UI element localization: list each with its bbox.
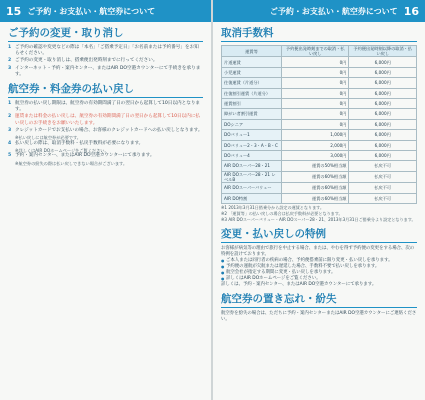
fare-type-cell: 片道運賃	[222, 57, 282, 67]
list-item: 3 クレジットカードでお支払いの場合、お客様のクレジットカードへの払い戻しとなります。	[8, 127, 203, 133]
before-departure-fee-cell: 0円	[281, 88, 349, 98]
before-departure-fee-cell: 0円	[281, 109, 349, 119]
numbered-list	[8, 153, 203, 159]
list-item: ● 航空会社が指定する期間に変更・払い戻しを承ります。	[221, 270, 417, 276]
list-item: ● ご本人または同行者の疾病の場合、予約便搭乗前に限り変更・払い戻しを承ります。	[221, 258, 417, 264]
fare-type-cell: 運賃割引	[222, 98, 282, 108]
before-departure-fee-cell: 2,000円	[281, 140, 349, 150]
fare-type-cell: DOバリュー4	[222, 150, 282, 160]
note: ※航空券の紛失の際は払い戻しできない場合がございます。	[15, 160, 128, 166]
after-departure-fee-cell: 6,000円	[349, 67, 417, 77]
section-booking-change	[0, 27, 211, 78]
after-departure-fee-cell: 6,000円	[349, 140, 417, 150]
table-row	[222, 119, 417, 129]
before-departure-fee-cell: 0円	[281, 98, 349, 108]
table-note: ※1 2013年3月31日搭乗分から設定の運賃となります。	[221, 204, 325, 210]
after-departure-fee-cell: 6,000円	[349, 78, 417, 88]
fare-type-cell: 小児運賃	[222, 67, 282, 77]
header-title: ご予約・お支払い・航空券について	[269, 6, 398, 16]
column-header: 運賃等	[222, 46, 282, 57]
after-departure-fee-cell: 払戻不可	[349, 193, 417, 203]
after-departure-fee-cell: 6,000円	[349, 98, 417, 108]
table-row	[222, 171, 417, 182]
before-departure-fee-cell: 3,000円	[281, 150, 349, 160]
fare-type-cell: DOシニア	[222, 119, 282, 129]
table-note: ※2 「運賃等」の払い戻しの場合は払戻手数料が必要となります。	[221, 211, 343, 217]
intro-text: お客様が病気等の理由で旅行を中止する場合、または、やむを得ず予約便の変更をする場合、次の特例を設けております。	[221, 245, 415, 257]
before-departure-fee-cell: 0円	[281, 67, 349, 77]
fare-type-cell: 障がい者割引運賃	[222, 109, 282, 119]
before-departure-fee-cell: 運賃の60%相当額	[281, 183, 349, 193]
fee-table	[221, 45, 417, 204]
section-title: ご予約の変更・取り消し	[8, 27, 203, 42]
after-departure-fee-cell: 払戻不可	[349, 183, 417, 193]
before-departure-fee-cell: 運賃の60%相当額	[281, 193, 349, 203]
fare-type-cell: DOバリュー2・3・A・B・C	[222, 140, 282, 150]
table-row	[222, 57, 417, 67]
right-page	[213, 0, 425, 400]
column-header: 予約便出発時刻以降の取消・払い戻し	[349, 46, 417, 57]
footer-text: 詳しくは、予約・案内センター、またはAIR DO空港カウンターにて承ります。	[221, 281, 377, 287]
fare-type-cell: AIR DO特割	[222, 193, 282, 203]
bullet-list	[221, 258, 417, 282]
section-cancel-fees	[213, 27, 425, 223]
after-departure-fee-cell: 6,000円	[349, 130, 417, 140]
left-page	[0, 0, 212, 400]
after-departure-fee-cell: 6,000円	[349, 57, 417, 67]
after-departure-fee-cell: 6,000円	[349, 119, 417, 129]
page-number: 15	[6, 4, 22, 18]
section-title: 航空券・料金券の払い戻し	[8, 83, 203, 98]
after-departure-fee-cell: 6,000円	[349, 109, 417, 119]
table-row	[222, 161, 417, 171]
list-item: ● 予約便の運航が欠航または遅延した場合、手数料不要で払い戻しを承ります。	[221, 264, 417, 270]
numbered-list	[8, 45, 203, 78]
header-title: ご予約・お支払い・航空券について	[27, 6, 156, 16]
column-header: 予約便出発時刻までの取消・払い戻し	[281, 46, 349, 57]
list-item: 1 航空券の払い戻し期限は、航空券の有効期間満了日の翌日から起算して10日以内となります。	[8, 101, 201, 113]
section-title: 取消手数料	[221, 27, 417, 42]
table-row	[222, 150, 417, 160]
table-row	[222, 98, 417, 108]
before-departure-fee-cell: 運賃の60%相当額	[281, 171, 349, 182]
lost-text: 航空券を紛失の場合は、ただちに予約・案内センターまたはAIR DO空港カウンターにご連絡ください。	[221, 310, 417, 322]
table-row	[222, 88, 417, 98]
fare-type-cell: 往復運賃（片道分）	[222, 78, 282, 88]
page-number: 16	[403, 4, 419, 18]
section-lost-ticket	[213, 293, 425, 323]
table-row	[222, 193, 417, 203]
list-item: 3 インターネット・予約・案内センター、またはAIR DO空港カウンターにて手続きを承ります。	[8, 65, 201, 77]
before-departure-fee-cell: 運賃の50%相当額	[281, 161, 349, 171]
before-departure-fee-cell: 0円	[281, 57, 349, 67]
list-item: ● 詳しくはAIR DOホームページをご覧ください。	[221, 276, 417, 282]
fare-type-cell: AIR DOスーパー28・21	[222, 161, 282, 171]
list-item: 2 ご予約の変更・取り消しは、搭乗便出発時刻までに行ってください。	[8, 58, 158, 64]
table-row	[222, 78, 417, 88]
table-row	[222, 130, 417, 140]
after-departure-fee-cell: 6,000円	[349, 150, 417, 160]
fare-type-cell: AIR DOスーパーバリュー	[222, 183, 282, 193]
numbered-list	[8, 141, 203, 147]
numbered-list	[8, 101, 203, 134]
table-row	[222, 183, 417, 193]
left-header-banner	[0, 0, 211, 22]
right-header-banner	[213, 0, 425, 22]
before-departure-fee-cell: 1,000円	[281, 130, 349, 140]
before-departure-fee-cell: 0円	[281, 119, 349, 129]
section-refund	[0, 83, 211, 166]
fare-type-cell: DOバリュー1	[222, 130, 282, 140]
fare-type-cell: AIR DOスーパー28・21 レベルB	[222, 171, 282, 182]
table-row	[222, 140, 417, 150]
list-item: 4 払い戻しの際は、取消手数料・払戻手数料が必要になります。	[8, 140, 144, 146]
fee-table-body	[222, 57, 417, 203]
after-departure-fee-cell: 6,000円	[349, 88, 417, 98]
before-departure-fee-cell: 0円	[281, 78, 349, 88]
after-departure-fee-cell: 払戻不可	[349, 161, 417, 171]
after-departure-fee-cell: 払戻不可	[349, 171, 417, 182]
list-item: 2 運賃または料金の払い戻しは、航空券の有効期間満了日の翌日から起算して10日以内に払い戻しのお手続きをお願いいたします。	[8, 114, 201, 126]
fare-type-cell: 往復割引運賃（片道分）	[222, 88, 282, 98]
list-item: 1 ご予約の確認や変更などの際は「本名」「ご搭乗予定日」「お名前または予約番号」をお知らせください。	[8, 45, 199, 57]
section-title: 航空券の置き忘れ・紛失	[221, 293, 417, 308]
list-item: 5 予約・案内センター、またはAIR DO空港カウンターにて承ります。	[8, 153, 155, 159]
section-special-cases	[213, 228, 425, 288]
note: ※払い戻しには航空券が必要です。	[15, 135, 81, 141]
table-row	[222, 109, 417, 119]
table-note: ※3 AIR DOスーパーバリュー・AIR DOスーパー28・21、2013年3月31日ご搭乗分より設定となります。	[221, 217, 416, 223]
note: ※詳しくはAIR DOホームページをご覧ください。	[15, 147, 109, 153]
section-title: 変更・払い戻しの特例	[221, 228, 417, 243]
table-row	[222, 67, 417, 77]
